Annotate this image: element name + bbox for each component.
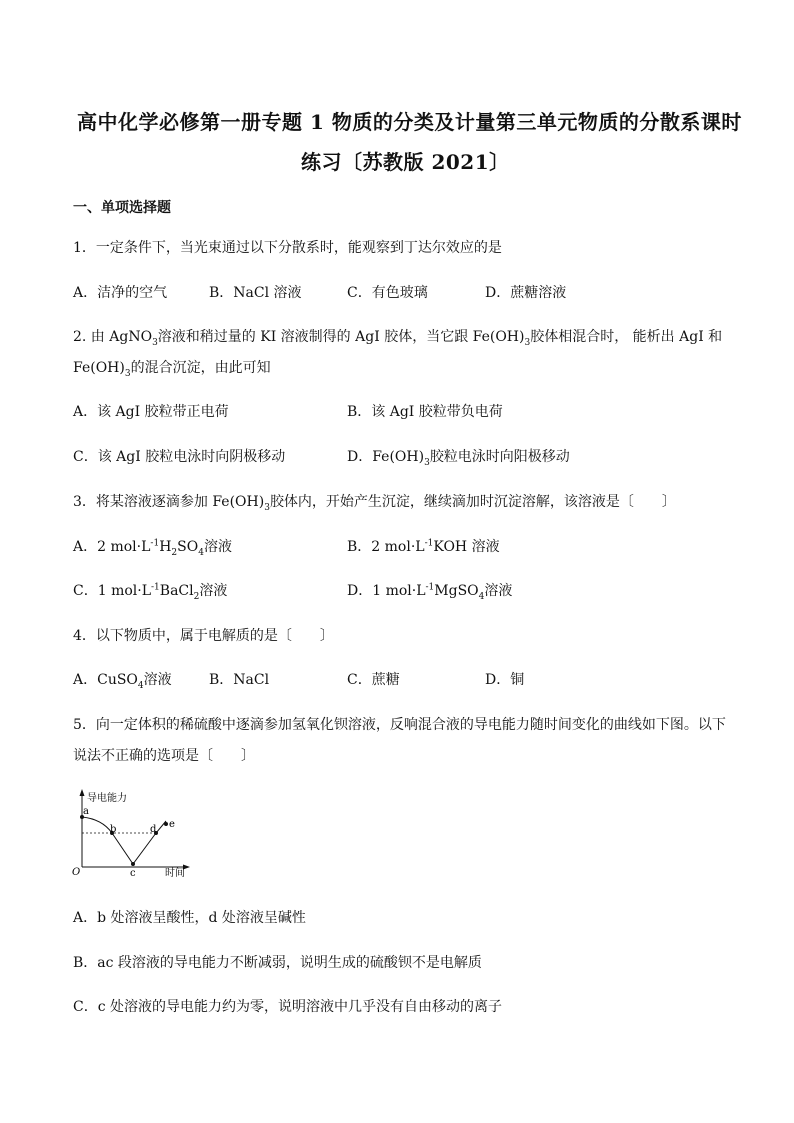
q4-option-c: C．蔗糖 <box>347 672 400 688</box>
q3-option-a: A．2 $mol\cdot L^{-1}H_2SO_4$溶液 <box>73 538 232 558</box>
doc-title-line2: 练习〔苏教版 2021〕 <box>301 150 510 174</box>
q5-option-b: B．ac 段溶液的导电能力不断减弱，说明生成的硫酸钡不是电解质 <box>73 955 482 971</box>
y-axis-label: 导电能力 <box>87 793 127 804</box>
q4-option-d: D．铜 <box>485 672 525 688</box>
q1-option-a: A．洁净的空气 <box>73 285 168 301</box>
q5-option-a: A．b 处溶液呈酸性，d 处溶液呈碱性 <box>73 910 306 926</box>
origin-label: O <box>72 867 81 878</box>
q1-option-b: B．NaCl 溶液 <box>209 285 302 301</box>
q2-stem-line2: $Fe(OH)_3$的混合沉淀，由此可知 <box>73 360 271 379</box>
q4-option-b: B．NaCl <box>209 672 270 688</box>
q1-option-d: D．蔗糖溶液 <box>485 285 567 301</box>
q3-option-d: D．1 $mol\cdot L^{-1}MgSO_4$溶液 <box>347 582 513 602</box>
q2-stem-line1: 2. 由 AgNO$_3$溶液和稍过量的 KI 溶液制得的 AgI 胶体，当它跟 $Fe(OH)_3$胶体相混合时， 能析出 AgI 和 <box>73 329 723 348</box>
label-d: d <box>150 824 157 835</box>
section-heading: 一、单项选择题 <box>73 200 171 216</box>
q5-option-c: C．c 处溶液的导电能力约为零，说明溶液中几乎没有自由移动的离子 <box>73 999 503 1015</box>
q2-option-b: B．该 AgI 胶粒带负电荷 <box>347 404 503 420</box>
conductivity-graph <box>66 785 196 880</box>
q5-stem-line1: 5．向一定体积的稀硫酸中逐滴参加氢氧化钡溶液，反响混合液的导电能力随时间变化的曲线如下图。以下 <box>73 717 726 733</box>
q2-option-c: C．该 AgI 胶粒电泳时向阴极移动 <box>73 449 286 465</box>
q5-stem-line2: 说法不正确的选项是〔 〕 <box>73 748 255 764</box>
label-e: e <box>169 819 175 830</box>
q2-option-a: A．该 AgI 胶粒带正电荷 <box>73 404 229 420</box>
label-a: a <box>83 806 89 817</box>
q3-option-c: C．1 $mol\cdot L^{-1}BaCl_2$溶液 <box>73 582 228 602</box>
y-axis-arrow-icon <box>80 789 85 796</box>
q2-option-d: D．$Fe(OH)_3$胶粒电泳时向阳极移动 <box>347 449 570 468</box>
q4-stem: 4．以下物质中，属于电解质的是〔 〕 <box>73 628 334 644</box>
label-c: c <box>130 868 136 879</box>
q1-option-c: C．有色玻璃 <box>347 285 428 301</box>
label-b: b <box>110 824 117 835</box>
point-c <box>131 862 135 866</box>
q3-option-b: B．2 $mol\cdot L^{-1}KOH$ 溶液 <box>347 538 500 555</box>
q3-stem: 3．将某溶液逐滴参加 $Fe(OH)_3$胶体内，开始产生沉淀，继续滴加时沉淀溶解，该溶液是〔 〕 <box>73 494 676 513</box>
q4-option-a: A．CuSO$_4$溶液 <box>73 672 172 691</box>
q1-stem: 1．一定条件下，当光束通过以下分散系时，能观察到丁达尔效应的是 <box>73 240 502 256</box>
point-e <box>164 822 168 826</box>
doc-title-line1: 高中化学必修第一册专题 1 物质的分类及计量第三单元物质的分散系课时 <box>77 110 742 134</box>
x-axis-label: 时间 <box>165 868 185 879</box>
